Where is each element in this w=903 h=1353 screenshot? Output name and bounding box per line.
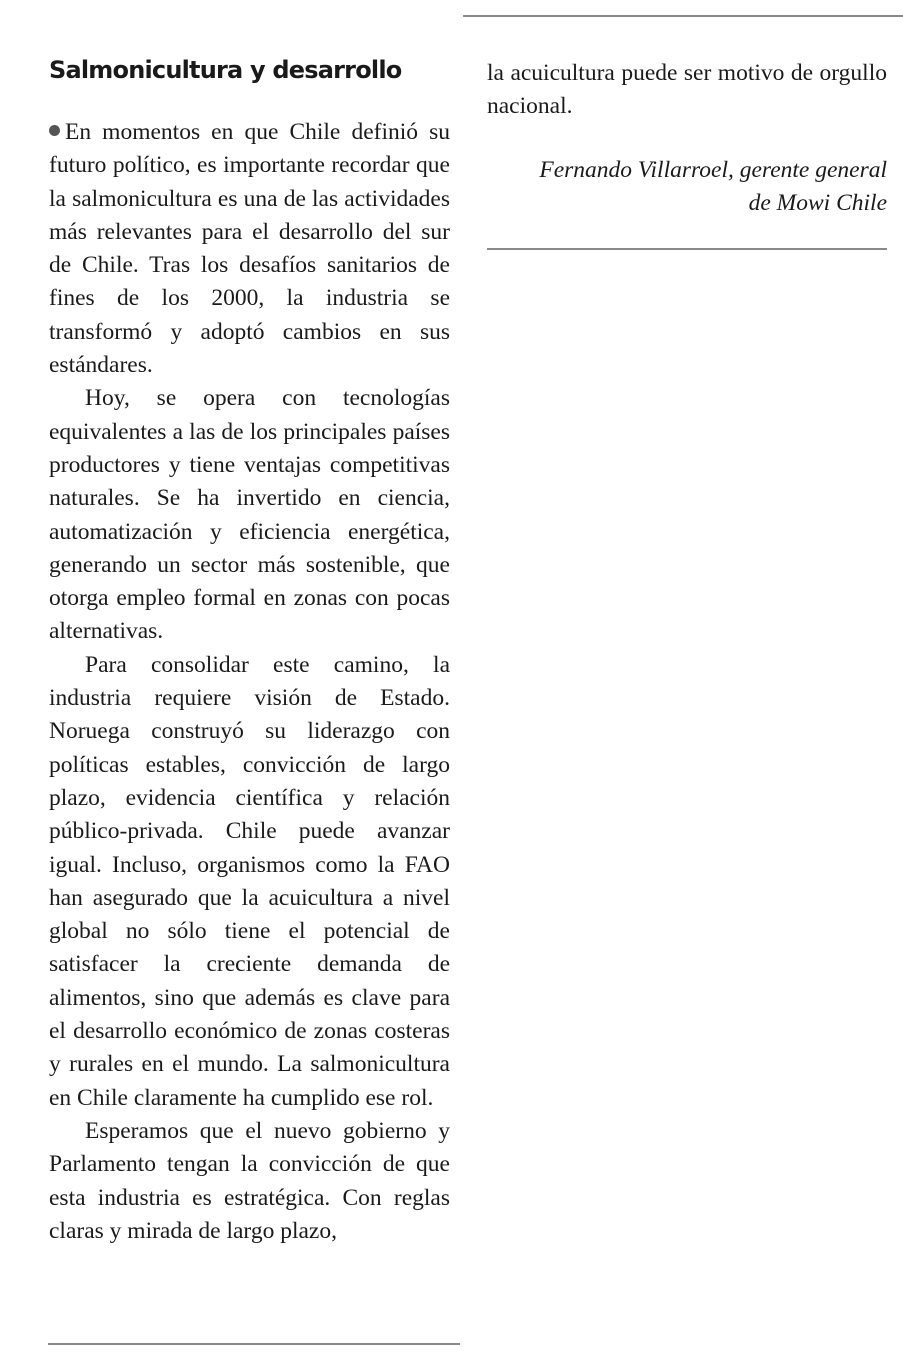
paragraph-4: Esperamos que el nuevo gobierno y Parlamento tengan la convicción de que esta industria es estratégica. Con reglas claras y mirada de largo plazo, — [49, 1117, 450, 1244]
top-divider — [463, 15, 903, 17]
bottom-divider — [48, 1343, 460, 1345]
paragraph-3: Para consolidar este camino, la industria requiere visión de Estado. Noruega construyó su liderazgo con políticas estables, convicción de largo plazo, evidencia científica y relación público-privada. Chile puede avanzar igual. Incluso, organismos como la FAO han asegurado que la acuicultura a nivel global no sólo tiene el potencial de satisfacer la creciente demanda de alimentos, sino que además es clave para el desarrollo económico de zonas costeras y rurales en el mundo. La salmonicultura en Chile claramente ha cumplido ese rol. — [49, 651, 450, 1111]
signature-name-title: Fernando Villarroel, gerente general — [539, 156, 887, 183]
right-column — [487, 57, 887, 220]
signature-company: de Mowi Chile — [748, 189, 887, 216]
paragraph-4-continued: la acuicultura puede ser motivo de orgullo nacional. — [487, 60, 887, 120]
paragraph-1-text: En momentos en que Chile definió su futuro político, es importante recordar que la salmonicultura es una de las actividades más relevantes para el desarrollo del sur de Chile. Tras los desafíos sanitarios de fines de los 2000, la industria se transformó y adoptó cambios en sus estándares. — [49, 119, 450, 379]
paragraph-1 — [49, 116, 450, 382]
paragraph-2: Hoy, se opera con tecnologías equivalentes a las de los principales países productores y tiene ventajas competitivas naturales. Se ha invertido en ciencia, automatización y eficiencia energética, generando un sector más sostenible, que otorga empleo formal en zonas con pocas alternativas. — [49, 385, 450, 645]
left-column — [49, 52, 450, 1248]
bullet-icon — [49, 125, 60, 136]
article-headline: Salmonicultura y desarrollo — [49, 56, 402, 84]
signature — [487, 154, 887, 221]
right-divider — [487, 248, 887, 250]
